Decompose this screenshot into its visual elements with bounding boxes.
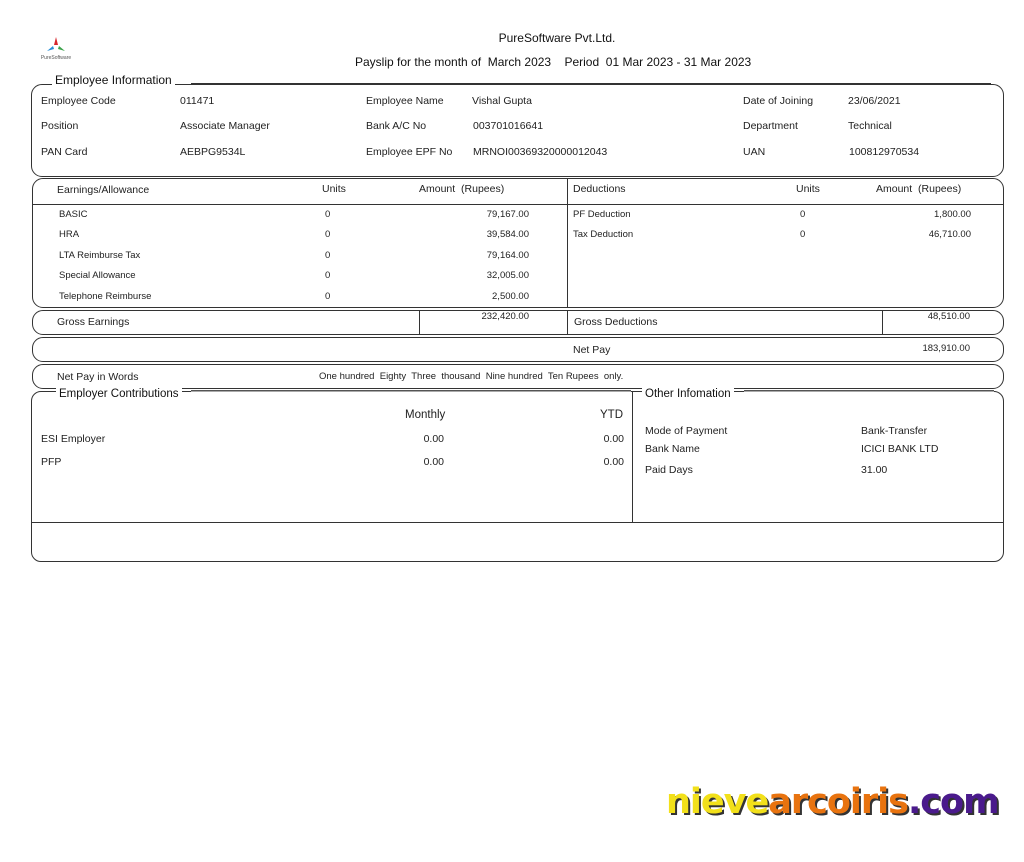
gross-earnings-label: Gross Earnings: [57, 316, 130, 328]
earnings-units-header: Units: [322, 183, 346, 195]
epf-no-value: MRNOI00369320000012043: [473, 146, 608, 158]
employee-name-value: Vishal Gupta: [472, 95, 532, 107]
deduction-name: PF Deduction: [573, 209, 631, 220]
logo-text: PureSoftware: [40, 55, 72, 61]
other-info-label: Mode of Payment: [645, 425, 728, 437]
earning-amount: 79,167.00: [486, 209, 529, 220]
doj-label: Date of Joining: [743, 95, 814, 107]
deduction-amount: 1,800.00: [934, 209, 971, 220]
contribution-monthly: 0.00: [423, 456, 444, 468]
earning-amount: 32,005.00: [486, 270, 529, 281]
company-name: PureSoftware Pvt.Ltd.: [498, 31, 616, 45]
divider: [419, 311, 420, 334]
deduction-amount: 46,710.00: [928, 229, 971, 240]
net-pay-value: 183,910.00: [922, 343, 970, 354]
department-value: Technical: [848, 120, 892, 132]
earning-name: Telephone Reimburse: [59, 291, 152, 302]
uan-label: UAN: [743, 146, 766, 158]
pan-card-value: AEBPG9534L: [180, 146, 246, 158]
position-label: Position: [41, 120, 79, 132]
bank-ac-label: Bank A/C No: [366, 120, 427, 132]
deductions-amount-header: Amount (Rupees): [876, 183, 962, 195]
earnings-amount-header: Amount (Rupees): [419, 183, 505, 195]
deduction-name: Tax Deduction: [573, 229, 634, 240]
watermark-part-1: nieve: [666, 782, 769, 822]
net-pay-row: [32, 337, 1004, 362]
other-info-legend: Other Infomation: [642, 388, 734, 400]
divider: [567, 311, 568, 334]
employee-code-value: 011471: [180, 95, 215, 107]
contributions-section: [31, 391, 1004, 562]
deduction-units: 0: [800, 209, 806, 220]
earning-amount: 39,584.00: [486, 229, 529, 240]
earning-amount: 79,164.00: [486, 250, 529, 261]
earning-units: 0: [325, 270, 331, 281]
earning-name: HRA: [59, 229, 80, 240]
earning-name: BASIC: [59, 209, 88, 220]
earnings-header: Earnings/Allowance: [57, 184, 150, 196]
divider: [191, 83, 991, 85]
contribution-ytd: 0.00: [603, 433, 624, 445]
watermark-part-2: arcoiris: [768, 782, 908, 822]
other-info-value: 31.00: [861, 464, 888, 476]
other-info-value: ICICI BANK LTD: [861, 443, 939, 455]
deduction-units: 0: [800, 229, 806, 240]
gross-deductions-label: Gross Deductions: [574, 316, 658, 328]
monthly-header: Monthly: [405, 409, 446, 421]
ytd-header: YTD: [600, 409, 623, 421]
doj-value: 23/06/2021: [848, 95, 901, 107]
contribution-name: PFP: [41, 456, 62, 468]
employee-code-label: Employee Code: [41, 95, 116, 107]
contribution-ytd: 0.00: [603, 456, 624, 468]
earnings-deductions-table: [32, 178, 1004, 308]
earning-units: 0: [325, 209, 331, 220]
earning-units: 0: [325, 250, 331, 261]
earning-name: LTA Reimburse Tax: [59, 250, 141, 261]
column-divider: [632, 392, 633, 523]
watermark: [666, 782, 999, 822]
gross-deductions-value: 48,510.00: [927, 311, 970, 322]
header-divider: [33, 204, 1003, 205]
earning-amount: 2,500.00: [492, 291, 529, 302]
payslip-period: Payslip for the month of March 2023 Period 01 Mar 2023 - 31 Mar 2023: [355, 55, 752, 69]
epf-no-label: Employee EPF No: [366, 146, 453, 158]
deductions-header: Deductions: [573, 183, 626, 195]
bank-ac-value: 003701016641: [473, 120, 544, 132]
other-info-value: Bank-Transfer: [861, 425, 928, 437]
net-pay-words-label: Net Pay in Words: [57, 371, 139, 383]
position-value: Associate Manager: [180, 120, 270, 132]
contribution-name: ESI Employer: [41, 433, 106, 445]
employer-contributions-legend: Employer Contributions: [56, 388, 182, 400]
deductions-units-header: Units: [796, 183, 820, 195]
watermark-part-3: .com: [907, 782, 999, 822]
uan-value: 100812970534: [849, 146, 920, 158]
divider: [191, 390, 631, 392]
section-divider: [32, 522, 1003, 523]
net-pay-words-value: One hundred Eighty Three thousand Nine hundred Ten Rupees only.: [319, 371, 624, 382]
employee-info-legend: Employee Information: [52, 73, 175, 87]
earning-units: 0: [325, 291, 331, 302]
other-info-label: Bank Name: [645, 443, 700, 455]
department-label: Department: [743, 120, 798, 132]
column-divider: [567, 179, 568, 307]
net-pay-label: Net Pay: [573, 344, 611, 356]
earning-name: Special Allowance: [59, 270, 136, 281]
divider: [744, 390, 994, 392]
pan-card-label: PAN Card: [41, 146, 88, 158]
employee-name-label: Employee Name: [366, 95, 444, 107]
other-info-label: Paid Days: [645, 464, 693, 476]
earning-units: 0: [325, 229, 331, 240]
gross-earnings-value: 232,420.00: [481, 311, 529, 322]
contribution-monthly: 0.00: [423, 433, 444, 445]
